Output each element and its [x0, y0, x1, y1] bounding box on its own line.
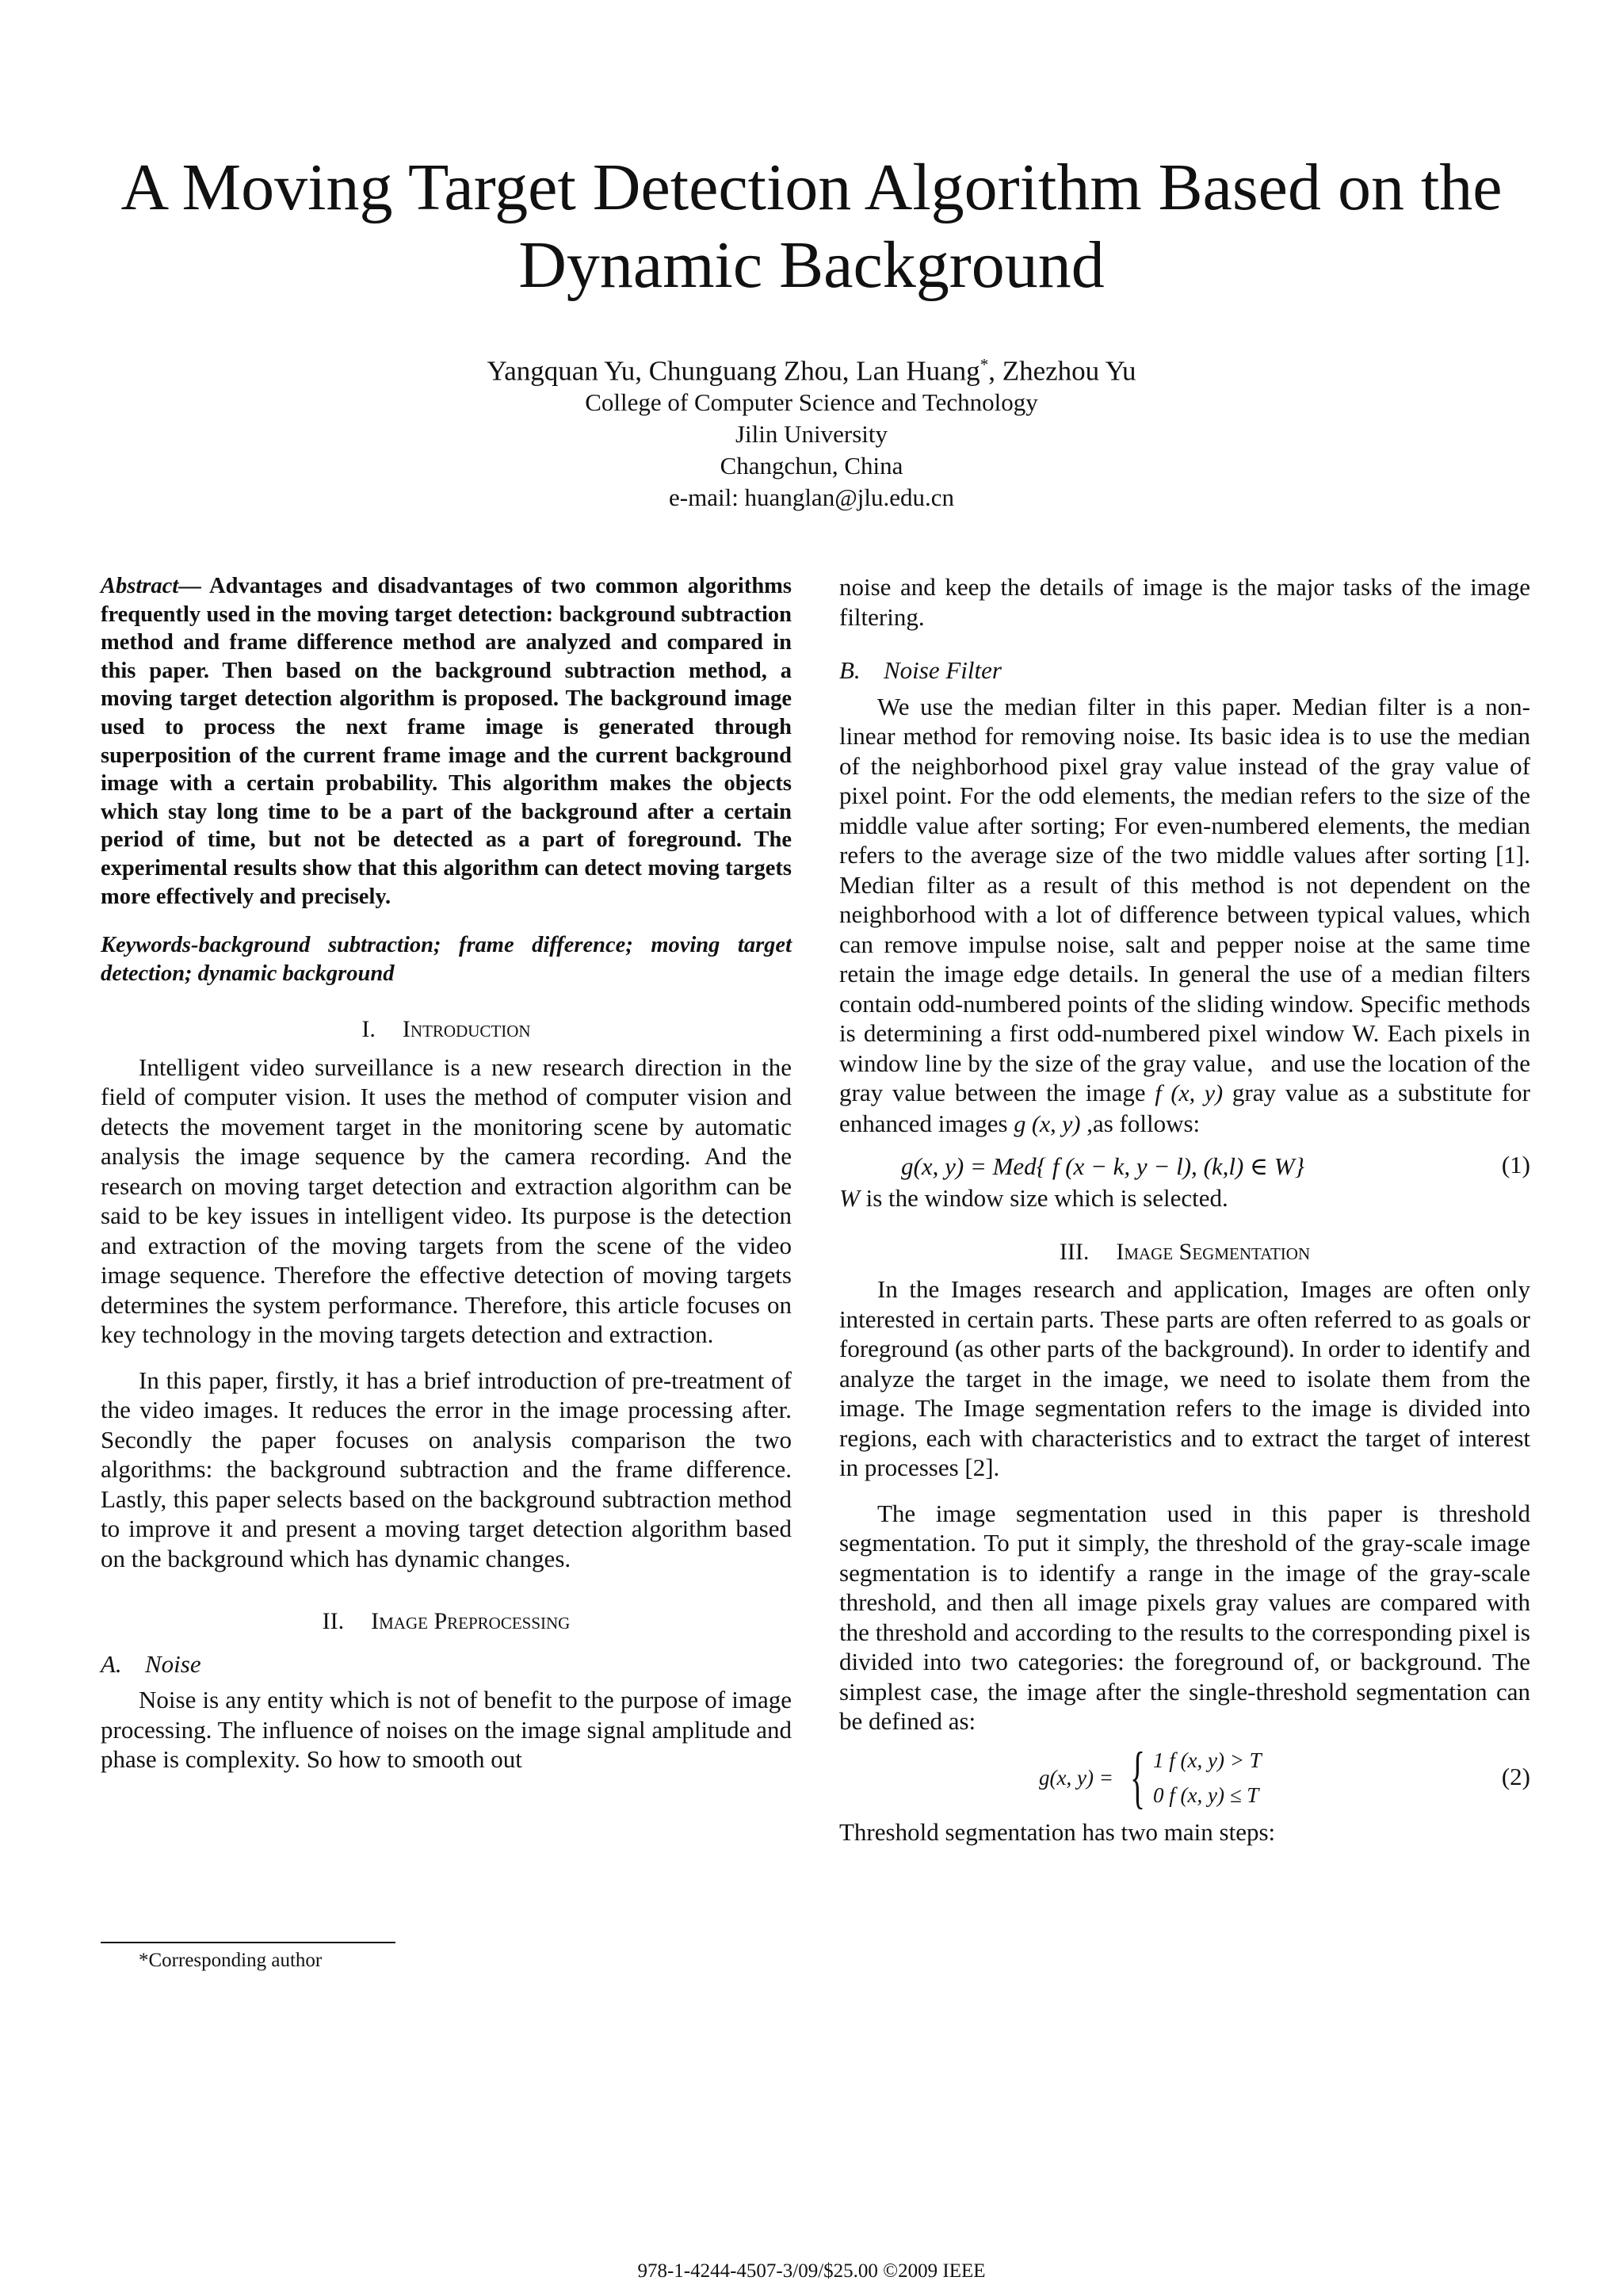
- right-column: [839, 572, 1530, 1847]
- footnote: *Corresponding author: [139, 1950, 323, 1971]
- equation-2: [839, 1738, 1530, 1817]
- page-footer: 978-1-4244-4507-3/09/$25.00 ©2009 IEEE: [637, 2260, 986, 2282]
- section-heading-intro: [101, 1014, 792, 1045]
- equation-1-note: [839, 1183, 1530, 1213]
- inline-math-f: f (x, y): [1155, 1080, 1224, 1106]
- segmentation-paragraph-1: In the Images research and application, Images are often only interested in certain parts. These parts are often referred to as goals or foreground (as other parts of the background). In order to identify and analyze the target in the image, we need to isolate them from the image. The Image segmentation refers to the image is divided into regions, each with characteristics and to extract the target of interest in processes [2].: [839, 1275, 1530, 1481]
- section-title: Image Preprocessing: [371, 1608, 571, 1635]
- affiliation-college: College of Computer Science and Technology: [585, 388, 1038, 416]
- subsection-title: Noise Filter: [884, 656, 1002, 684]
- abstract-label: Abstract: [101, 574, 179, 598]
- section-title: Introduction: [402, 1016, 531, 1043]
- intro-paragraph-1: Intelligent video surveillance is a new research direction in the field of computer vision. It uses the method of computer vision and detects the movement target in the monitoring scene by automatic analysis the image sequence by the camera recording. And the research on moving target detection and extraction algorithm can be said to be key issues in intelligent video. Its purpose is the detection and extraction of the moving targets from the scene of the video image sequence. Therefore the effective detection of moving targets determines the system performance. Therefore, this article focuses on key technology in the moving targets detection and extraction.: [101, 1052, 792, 1349]
- section-heading-preprocessing: [101, 1606, 792, 1637]
- noise-filter-text-c: ,as follows:: [1080, 1109, 1201, 1137]
- section-number: II.: [322, 1608, 345, 1635]
- noise-filter-paragraph: [839, 692, 1530, 1140]
- equation-1-note-text: is the window size which is selected.: [859, 1184, 1228, 1212]
- segmentation-paragraph-3: Threshold segmentation has two main steps:: [839, 1817, 1276, 1846]
- equation-1-number: (1): [1501, 1151, 1530, 1179]
- abstract: [101, 572, 792, 911]
- equation-2-lhs: g(x, y) =: [1039, 1765, 1113, 1790]
- noise-paragraph: Noise is any entity which is not of benefit to the purpose of image processing. The influence of noises on the image signal amplitude and phase is complexity. So how to smooth out: [101, 1686, 792, 1774]
- equation-2-case-2: 0 f (x, y) ≤ T: [1153, 1782, 1259, 1807]
- intro-paragraph-2: In this paper, firstly, it has a brief introduction of pre-treatment of the video images. It reduces the error in the image processing after. Secondly the paper focuses on analysis comparison the two algorithms: the background subtraction and the frame difference. Lastly, this paper selects based on the background subtraction method to improve it and present a moving target detection algorithm based on the background which has dynamic changes.: [101, 1366, 792, 1572]
- affiliation-city: Changchun, China: [720, 452, 903, 479]
- equation-1-body: g(x, y) = Med{ f (x − k, y − l), (k,l) ∈ W}: [901, 1152, 1304, 1180]
- subsection-number: A.: [101, 1649, 122, 1678]
- author-list: [0, 346, 1623, 391]
- left-brace-icon: {: [1130, 1738, 1146, 1816]
- section-number: I.: [361, 1016, 376, 1043]
- noise-filter-text-b: gray value as a substitute for enhanced images: [839, 1079, 1531, 1137]
- keywords: Keywords-background subtraction; frame difference; moving target detection; dynamic background: [101, 933, 792, 986]
- subsection-heading-noise: [101, 1649, 792, 1679]
- equation-2-number: (2): [1501, 1762, 1530, 1790]
- equation-2-case-1: 1 f (x, y) > T: [1153, 1748, 1262, 1772]
- abstract-dash: —: [178, 574, 201, 598]
- paper-title: A Moving Target Detection Algorithm Based on the Dynamic Background: [120, 151, 1503, 302]
- abstract-text: Advantages and disadvantages of two common algorithms frequently used in the moving target detection: background subtraction method and frame difference method are analyzed and compared in this paper. Then based on the background subtraction method, a moving target detection algorithm is proposed. The background image used to process the next frame image is generated through superposition of the current frame image and the current background image with a certain probability. This algorithm makes the objects which stay long time to be a part of the background after a certain period of time, but not be detected as a part of foreground. The experimental results show that this algorithm can detect moving targets more effectively and precisely.: [101, 574, 792, 909]
- affiliation-university: Jilin University: [735, 420, 888, 448]
- section-heading-segmentation: [839, 1237, 1530, 1267]
- noise-paragraph-continued: noise and keep the details of image is the major tasks of the image filtering.: [839, 573, 1530, 631]
- author-names-tail: , Zhezhou Yu: [988, 355, 1136, 387]
- inline-math-g: g (x, y): [1014, 1110, 1081, 1137]
- section-number: III.: [1059, 1238, 1090, 1265]
- left-column: [101, 572, 792, 1775]
- equation-1: [839, 1147, 1530, 1185]
- section-title: Image Segmentation: [1116, 1238, 1311, 1265]
- footnote-rule: [101, 1942, 395, 1943]
- author-email: e-mail: huanglan@jlu.edu.cn: [669, 483, 954, 511]
- subsection-heading-noise-filter: [839, 655, 1530, 686]
- corresponding-mark: *: [980, 355, 989, 374]
- segmentation-paragraph-2: The image segmentation used in this paper is threshold segmentation. To put it simply, the threshold of the gray-scale image segmentation is to identify a range in the image of the gray-scale threshold, and then all image pixels gray values are compared with the threshold and according to the results to the corresponding pixel is divided into two categories: the foreground of, or background. The simplest case, the image after the single-threshold segmentation can be defined as:: [839, 1499, 1530, 1735]
- equation-1-variable: W: [839, 1184, 860, 1212]
- subsection-number: B.: [839, 656, 861, 684]
- author-names: Yangquan Yu, Chunguang Zhou, Lan Huang: [487, 355, 980, 387]
- subsection-title: Noise: [145, 1649, 201, 1678]
- noise-filter-text-a: We use the median filter in this paper. Median filter is a non-linear method for removing noise. Its basic idea is to use the median of the neighborhood pixel gray value instead of the gray value of pixel point. For the odd elements, the median refers to the size of the middle value after sorting; For even-numbered elements, the median refers to the average size of the two middle values after sorting [1]. Median filter as a result of this method is not dependent on the neighborhood with a lot of difference between typical values, which can remove impulse noise, salt and pepper noise at the same time retain the image edge details. In general the use of a median filters contain odd-numbered points of the sliding window. Specific methods is determining a first odd-numbered pixel window W. Each pixels in window line by the size of the gray value，and use the location of the gray value between the image: [839, 692, 1530, 1106]
